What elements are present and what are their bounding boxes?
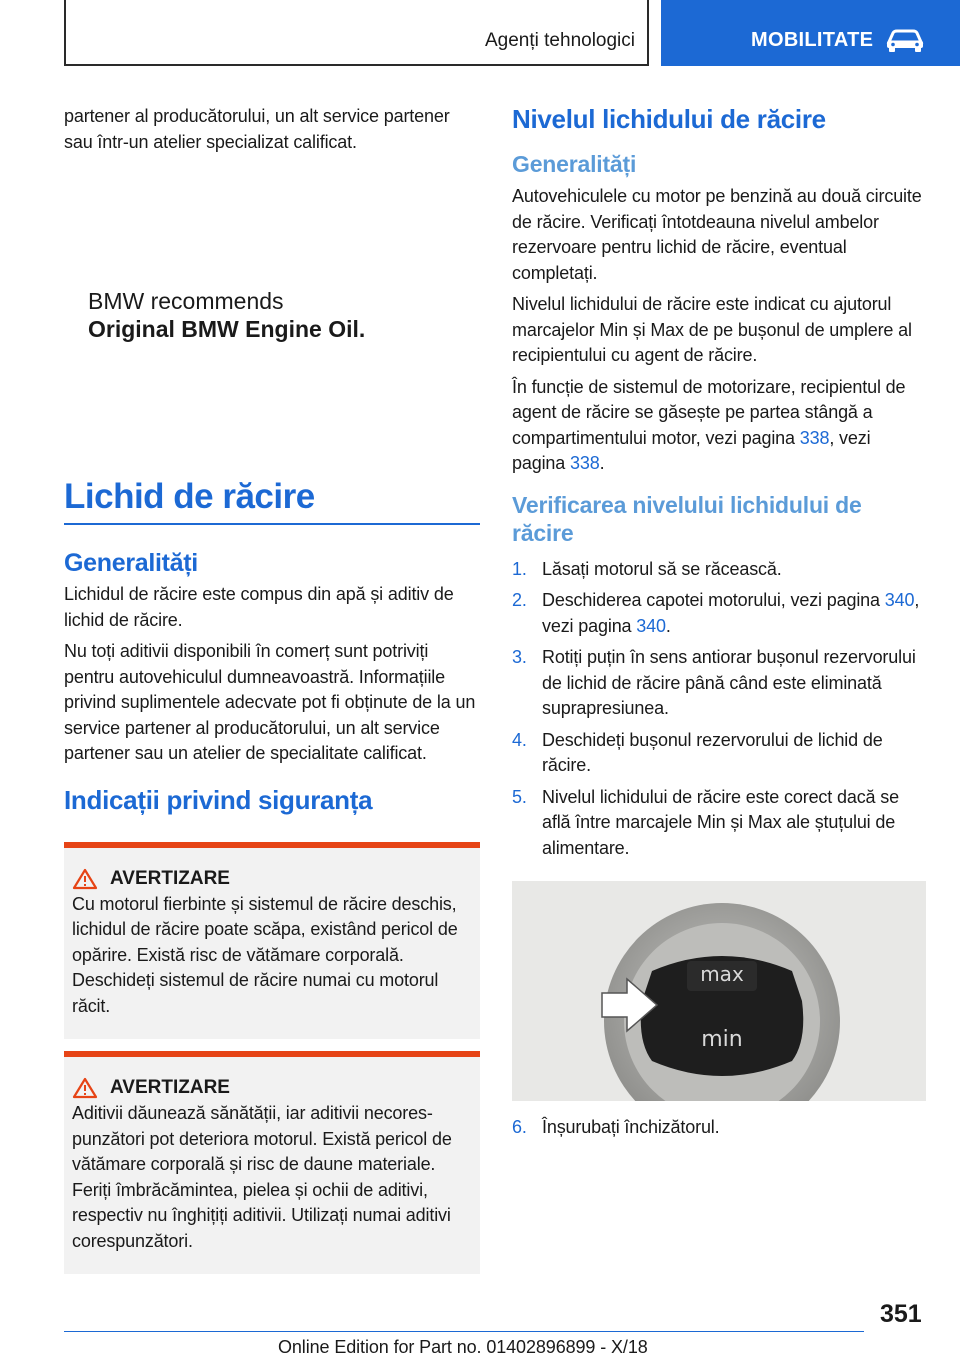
steps-list (512, 557, 926, 862)
check-level-heading: Verificarea nivelului lichidului de răcire (512, 491, 862, 546)
step-text-a: Deschiderea capotei motorului, vezi pagina (542, 590, 885, 610)
coolant-cap-photo (512, 881, 926, 1101)
header-chapter-title: MOBILITATE (751, 29, 874, 51)
warning-label-2: AVERTIZARE (110, 1077, 230, 1098)
list-item (512, 785, 926, 862)
page-number: 351 (880, 1300, 922, 1328)
list-item (512, 1115, 926, 1141)
warning-title-1 (72, 868, 474, 890)
right-paragraph-2: Nivelul lichidului de răcire este indicat cu ajutorul marcajelor Min și Max de pe bușonul de umplere al recipientului cu agent de răcire. (512, 294, 912, 365)
section-title-coolant: Lichid de răcire (64, 477, 480, 525)
step-number: 4. (512, 729, 527, 750)
step-text: Rotiți puțin în sens antiorar bușonul rezervorului de lichid de răcire până când este eliminată suprapresiunea. (542, 647, 916, 718)
step-text-b: , vezi pagina (542, 590, 920, 636)
step-text (542, 588, 926, 639)
page-link-340-a[interactable]: 340 (884, 590, 915, 610)
intro-paragraph: partener al producătorului, un alt service partener sau într-un atelier specializat calificat. (64, 106, 450, 152)
step-number: 1. (512, 558, 527, 579)
step-number: 2. (512, 590, 527, 610)
general-paragraph-2: Nu toți aditivii disponibili în comerț sunt potriviți pentru autovehiculul dumneavoastră. Informațiile privind suplimentele adecvate pot fi obținute de la un service partener al producătorului, un alt service partener sau un atelier de specialitate calificat. (64, 641, 476, 763)
warning-triangle-icon (72, 1077, 98, 1099)
bmw-oil-logo (88, 287, 480, 343)
warning-box-2 (64, 1051, 480, 1274)
right-general-heading: Generalități (512, 151, 637, 177)
car-icon (885, 28, 925, 52)
right-paragraph-1: Autovehiculele cu motor pe benzină au două circuite de răcire. Verificați întotdeauna nivelul ambelor rezervoare pentru lichid de răcire, eventual completați. (512, 186, 922, 283)
footer-edition: Online Edition for Part no. 01402896899 - X/18 (278, 1337, 648, 1357)
general-paragraph-1: Lichidul de răcire este compus din apă și aditiv de lichid de răcire. (64, 584, 454, 630)
safety-heading: Indicații privind siguranța (64, 784, 373, 815)
header-section-title: Agenți tehnologici (485, 30, 635, 51)
p3-text-a: În funcție de sistemul de motorizare, recipientul de agent de răcire se găsește pe partea stângă a compartimentului motor, vezi pagina (512, 376, 906, 448)
list-item (512, 645, 926, 722)
steps-list-continued (512, 1115, 926, 1141)
right-paragraph-3 (512, 375, 926, 477)
list-item (512, 557, 926, 583)
page-link-340-b[interactable]: 340 (636, 615, 666, 636)
warning-label-1: AVERTIZARE (110, 867, 230, 889)
coolant-cap-illustration (512, 881, 926, 1101)
step-text-c: . (665, 615, 671, 636)
oil-line-1: BMW recommends (88, 288, 284, 314)
left-column (64, 104, 480, 1286)
right-column (512, 104, 926, 1147)
step-text: Înșurubați închizătorul. (542, 1117, 720, 1137)
warning-text-1: Cu motorul fierbinte și sistemul de răcire deschis, lichidul de răcire poate scăpa, existând pericol de opărire. Există risc de vătămare corporală. Deschideți sistemul de răcire numai cu motorul răcit. (72, 893, 458, 1016)
photo-min-label: min (701, 1027, 743, 1052)
step-number: 5. (512, 786, 527, 807)
warning-text-2: Aditivii dăunează sănătății, iar aditivii necorespunzători pot deteriora motorul. Există pericol de vătămare corporală și risc de daune materiale. Feriți îmbrăcămintea, pielea și ochii de aditivi, respectiv nu înghițiți aditivii. Utilizați numai aditivi corespunzători. (72, 1103, 452, 1251)
header-section-box (64, 0, 649, 66)
section-title-coolant-level: Nivelul lichidului de răcire (512, 104, 826, 134)
photo-max-label: max (700, 962, 744, 986)
footer-divider (64, 1331, 864, 1332)
general-heading: Generalități (64, 549, 198, 577)
list-item (512, 728, 926, 779)
list-item (512, 588, 926, 639)
warning-title-2 (72, 1077, 474, 1099)
page-link-338-b[interactable]: 338 (570, 453, 600, 473)
step-text: Lăsați motorul să se răcească. (542, 558, 782, 579)
header-chapter-box (661, 0, 960, 66)
step-text: Deschideți bușonul rezervorului de lichid de răcire. (542, 729, 883, 775)
warning-box-1 (64, 842, 480, 1040)
step-text: Nivelul lichidului de răcire este corect dacă se află între marcajele Min și Max ale ștuțului de alimentare. (542, 786, 899, 858)
page-link-338-a[interactable]: 338 (799, 427, 830, 448)
p3-text-c: . (599, 453, 605, 473)
oil-line-2: Original BMW Engine Oil. (88, 316, 366, 342)
warning-triangle-icon (72, 868, 98, 890)
step-number: 6. (512, 1117, 527, 1137)
step-number: 3. (512, 647, 527, 667)
p3-text-b: , vezi pagina (512, 427, 871, 473)
